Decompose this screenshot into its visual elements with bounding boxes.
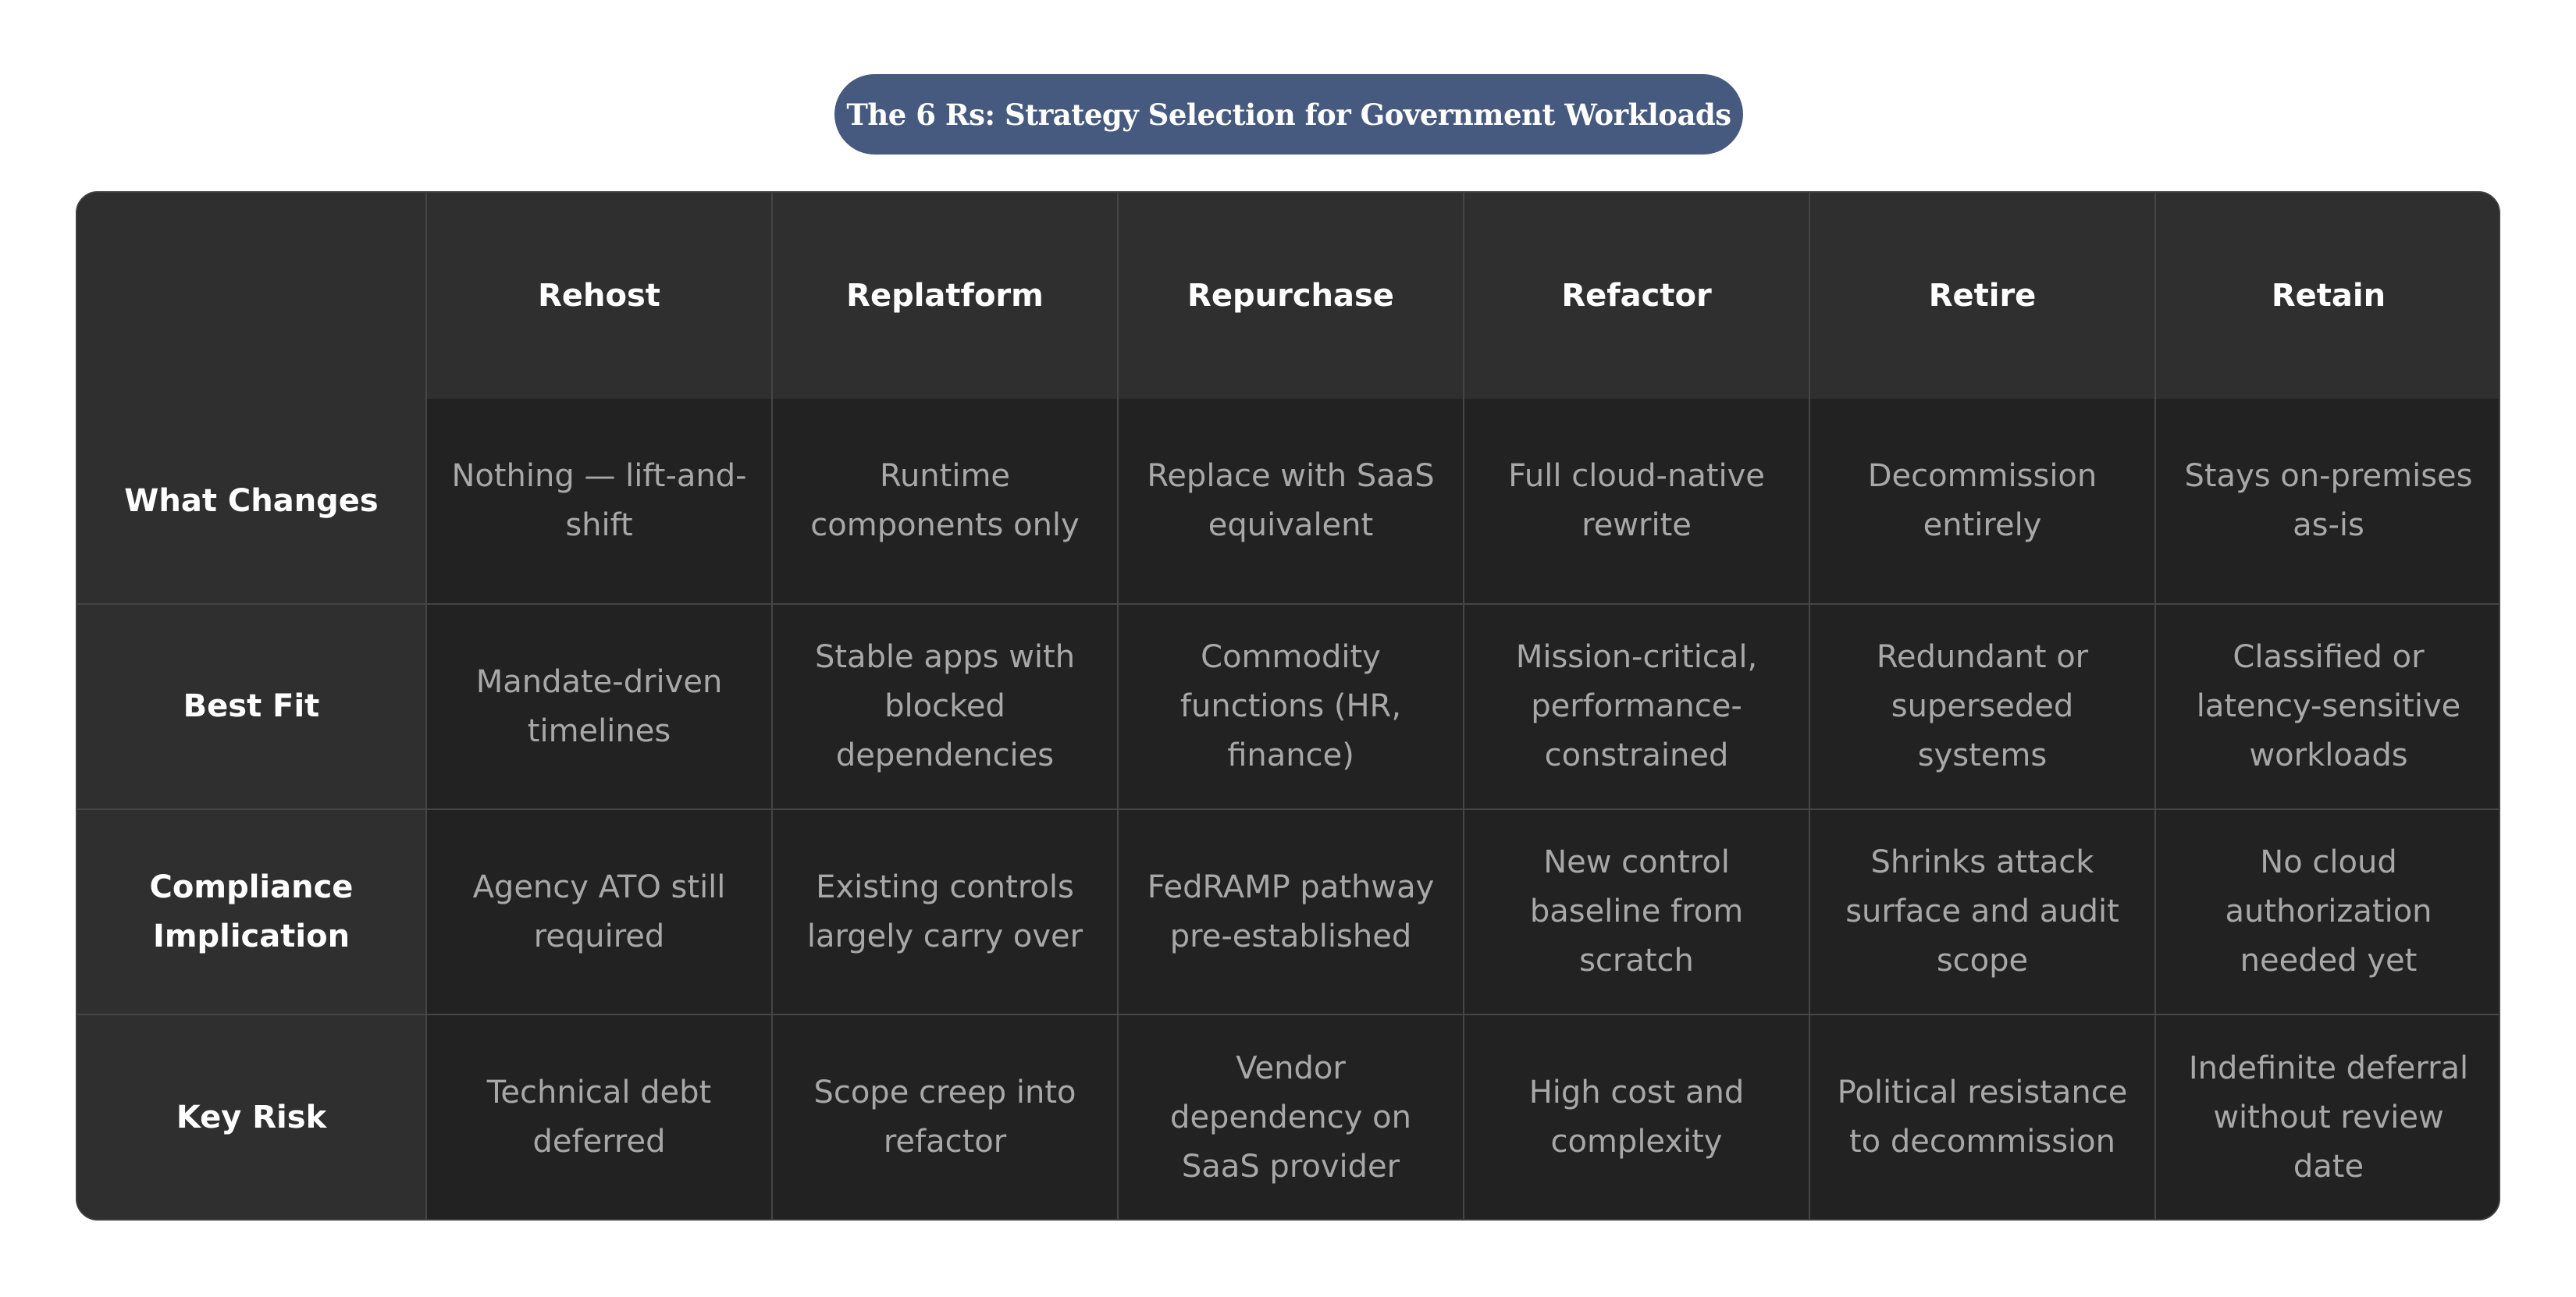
strategy-table [76,191,2500,1221]
table-row-best-fit [77,604,2500,809]
table-cell: Existing controls largely carry over [772,809,1118,1015]
column-header-repurchase: Repurchase [1118,193,1464,399]
table-cell: Agency ATO still required [426,809,772,1015]
table-cell: Indefinite deferral without review date [2155,1015,2500,1220]
table-cell: Runtime components only [772,399,1118,604]
table-cell: Vendor dependency on SaaS provider [1118,1015,1464,1220]
table-cell: Stable apps with blocked dependencies [772,604,1118,809]
row-label: What Changes [77,399,426,604]
column-header-rehost: Rehost [426,193,772,399]
row-label: Key Risk [77,1015,426,1220]
table-cell: Classified or latency-sensitive workloads [2155,604,2500,809]
table-row-key-risk [77,1015,2500,1220]
page-title: The 6 Rs: Strategy Selection for Government Workloads [834,74,1743,155]
table-cell: No cloud authorization needed yet [2155,809,2500,1015]
table-cell: Stays on-premises as-is [2155,399,2500,604]
row-label: Best Fit [77,604,426,809]
table-cell: Scope creep into refactor [772,1015,1118,1220]
table-cell: FedRAMP pathway pre-established [1118,809,1464,1015]
table-cell: Mandate-driven timelines [426,604,772,809]
table-cell: Decommission entirely [1809,399,2155,604]
column-header-retain: Retain [2155,193,2500,399]
table-cell: High cost and complexity [1464,1015,1809,1220]
header-row [77,193,2500,399]
column-header-refactor: Refactor [1464,193,1809,399]
column-header-retire: Retire [1809,193,2155,399]
table-cell: Commodity functions (HR, finance) [1118,604,1464,809]
corner-cell [77,193,426,399]
table-cell: Mission-critical, performance-constrained [1464,604,1809,809]
table-cell: Technical debt deferred [426,1015,772,1220]
table-cell: Nothing — lift-and-shift [426,399,772,604]
table-cell: Replace with SaaS equivalent [1118,399,1464,604]
column-header-replatform: Replatform [772,193,1118,399]
table-cell: New control baseline from scratch [1464,809,1809,1015]
table-row-compliance-implication [77,809,2500,1015]
table-cell: Political resistance to decommission [1809,1015,2155,1220]
table-row-what-changes [77,399,2500,604]
table-cell: Shrinks attack surface and audit scope [1809,809,2155,1015]
row-label: Compliance Implication [77,809,426,1015]
table-cell: Redundant or superseded systems [1809,604,2155,809]
table-cell: Full cloud-native rewrite [1464,399,1809,604]
